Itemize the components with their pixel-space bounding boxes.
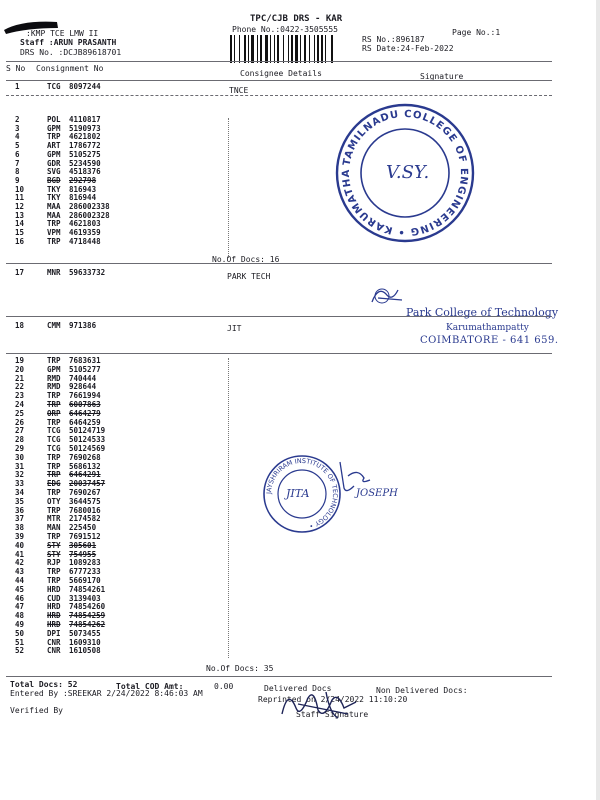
row-serial: 30	[15, 452, 25, 462]
entered-by: Entered By :SREEKAR 2/24/2022 8:46:03 AM	[10, 689, 203, 698]
barcode-bar	[274, 35, 275, 63]
row-serial: 20	[15, 364, 25, 374]
row-branch-code: ORP	[47, 408, 61, 418]
row-branch-code: TRP	[47, 236, 61, 246]
row-serial: 2	[15, 115, 20, 124]
table-row	[15, 558, 215, 567]
row-branch-code: GPM	[47, 149, 61, 159]
row-branch-code: GPM	[47, 123, 61, 133]
park-stamp-place: Karumathampatty	[446, 323, 529, 333]
row-serial: 52	[15, 646, 25, 656]
row-consignment-number: 305601	[69, 540, 97, 550]
row-branch-code: MAA	[47, 210, 61, 220]
table-row	[15, 470, 215, 479]
row-consignment-number: 5105275	[69, 149, 101, 159]
total-cod-label: Total COD Amt:	[116, 682, 184, 691]
staff-signature-label: Staff Signature	[296, 710, 369, 719]
table-row	[15, 219, 215, 228]
table-row	[15, 321, 215, 330]
row-serial: 37	[15, 514, 25, 524]
row-branch-code: TRP	[47, 417, 61, 427]
row-consignment-number: 816943	[69, 184, 97, 194]
row-branch-code: TRP	[47, 219, 61, 229]
row-consignment-number: 50124569	[69, 444, 106, 453]
row-serial: 38	[15, 523, 25, 533]
barcode-bar	[248, 35, 249, 63]
table-row	[15, 150, 215, 159]
row-branch-code: RMD	[47, 373, 61, 383]
table-row	[15, 202, 215, 211]
row-consignment-number: 4621803	[69, 219, 101, 229]
row-consignment-number: 740444	[69, 373, 97, 383]
barcode-bar	[304, 35, 306, 63]
row-consignment-number: 754955	[69, 549, 97, 559]
row-serial: 13	[15, 210, 25, 220]
barcode-bar	[309, 35, 310, 63]
barcode-bar	[288, 35, 289, 63]
reprinted-on: Reprinted on 2/24/2022 11:10:20	[258, 695, 408, 704]
row-serial: 44	[15, 576, 25, 585]
row-branch-code: ART	[47, 141, 61, 151]
table-row	[15, 193, 215, 202]
row-branch-code: GDR	[47, 158, 61, 168]
row-branch-code: CNR	[47, 646, 61, 656]
delivered-docs: Delivered Docs	[264, 684, 332, 693]
dotted-divider	[228, 358, 229, 658]
barcode-bar	[277, 35, 279, 63]
row-branch-code: TCG	[47, 435, 61, 445]
row-consignment-number: 74854261	[69, 584, 106, 594]
table-row	[15, 497, 215, 506]
row-consignment-number: 8097244	[69, 82, 101, 91]
row-consignment-number: 74854262	[69, 620, 106, 629]
row-serial: 8	[15, 167, 20, 177]
barcode-bar	[251, 35, 254, 63]
row-branch-code: GPM	[47, 364, 61, 374]
row-consignment-number: 7661994	[69, 391, 101, 401]
row-branch-code: TRP	[47, 505, 61, 515]
row-consignment-number: 7680016	[69, 505, 101, 515]
svg-text:TAMILNADU COLLEGE OF ENGINEERI: TAMILNADU COLLEGE OF ENGINEERING • KARUMATHAMPATTI •	[328, 94, 470, 238]
row-consignment-number: 50124719	[69, 426, 106, 436]
phone-number: Phone No.:0422-3505555	[232, 25, 338, 34]
row-serial: 4	[15, 132, 20, 142]
row-consignment-number: 5073455	[69, 628, 101, 638]
row-branch-code: CMM	[47, 321, 61, 330]
table-row	[15, 594, 215, 603]
row-serial: 45	[15, 584, 25, 594]
table-row	[15, 159, 215, 168]
row-serial: 48	[15, 611, 25, 621]
row-branch-code: TRP	[47, 391, 61, 401]
table-row	[15, 374, 215, 383]
total-docs: Total Docs: 52	[10, 680, 78, 689]
table-row	[15, 124, 215, 133]
row-consignment-number: 59633732	[69, 268, 106, 277]
row-consignment-number: 5686132	[69, 461, 101, 471]
row-branch-code: HRD	[47, 602, 61, 612]
row-consignment-number: 6464279	[69, 408, 101, 418]
dotted-divider	[228, 118, 229, 258]
row-branch-code: SVG	[47, 167, 61, 177]
barcode-bar	[270, 35, 271, 63]
destination: :KMP TCE LMW II	[26, 29, 99, 38]
row-serial: 10	[15, 184, 25, 194]
row-branch-code: TRP	[47, 400, 61, 409]
row-serial: 14	[15, 219, 25, 229]
row-serial: 7	[15, 158, 20, 168]
row-branch-code: RMD	[47, 382, 61, 392]
staff-signature-icon	[278, 684, 378, 724]
row-serial: 6	[15, 149, 20, 159]
row-consignment-number: 7690267	[69, 488, 101, 497]
barcode-bar	[295, 35, 298, 63]
row-serial: 3	[15, 123, 20, 133]
barcode-bar	[325, 35, 326, 63]
barcode-bar	[260, 35, 262, 63]
drs-number: DRS No. :DCJB89618701	[20, 48, 122, 57]
jit-stamp	[262, 454, 342, 534]
row-serial: 28	[15, 435, 25, 445]
table-row	[15, 602, 215, 611]
row-consignment-number: 5669170	[69, 576, 101, 585]
group-rule	[6, 95, 552, 96]
row-branch-code: TRP	[47, 461, 61, 471]
table-row	[15, 479, 215, 488]
row-serial: 32	[15, 470, 25, 480]
row-branch-code: TCG	[47, 426, 61, 436]
row-serial: 43	[15, 567, 25, 577]
group-label-tnce: TNCE	[229, 86, 249, 95]
row-serial: 33	[15, 479, 25, 489]
row-branch-code: MNR	[47, 268, 61, 277]
table-row	[15, 82, 215, 91]
table-row	[15, 211, 215, 220]
row-branch-code: TRP	[47, 532, 61, 541]
table-row	[15, 629, 215, 638]
page-number: Page No.:1	[452, 28, 501, 37]
barcode-bar	[265, 35, 268, 63]
row-serial: 39	[15, 532, 25, 541]
table-row	[15, 638, 215, 647]
table-row	[15, 365, 215, 374]
table-row	[15, 167, 215, 176]
table-row	[15, 382, 215, 391]
table-row	[15, 237, 215, 246]
table-row	[15, 462, 215, 471]
row-branch-code: MAA	[47, 202, 61, 211]
row-branch-code: BGD	[47, 175, 61, 185]
table-row	[15, 115, 215, 124]
row-serial: 49	[15, 620, 25, 629]
row-consignment-number: 2174582	[69, 514, 101, 524]
rs-date: RS Date:24-Feb-2022	[362, 44, 454, 53]
college-stamp-initials: V.SY.	[386, 162, 430, 183]
row-consignment-number: 4518376	[69, 167, 101, 177]
row-branch-code: HRD	[47, 584, 61, 594]
col-signature: Signature	[420, 72, 464, 81]
row-branch-code: TKY	[47, 193, 61, 203]
table-row	[15, 444, 215, 453]
row-serial: 31	[15, 461, 25, 471]
col-sno: S No	[6, 64, 26, 73]
park-stamp-city: COIMBATORE - 641 659.	[420, 335, 559, 346]
table-row	[15, 611, 215, 620]
row-consignment-number: 5190973	[69, 123, 101, 133]
barcode	[230, 35, 350, 63]
row-branch-code: EDG	[47, 479, 61, 489]
row-consignment-number: 4619359	[69, 228, 101, 238]
row-consignment-number: 7683631	[69, 356, 101, 365]
col-consignment: Consignment No	[36, 64, 104, 73]
row-branch-code: STY	[47, 540, 61, 550]
col-consignee: Consignee Details	[240, 69, 322, 78]
row-consignment-number: 74854260	[69, 602, 106, 612]
row-serial: 47	[15, 602, 25, 612]
table-row	[15, 453, 215, 462]
row-serial: 36	[15, 505, 25, 515]
barcode-bar	[300, 35, 301, 63]
table-row	[15, 400, 215, 409]
row-branch-code: DPI	[47, 628, 61, 638]
row-serial: 35	[15, 496, 25, 506]
group-rule	[6, 676, 552, 677]
row-consignment-number: 286002328	[69, 210, 110, 220]
table-row	[15, 532, 215, 541]
row-serial: 50	[15, 628, 25, 638]
row-consignment-number: 971386	[69, 321, 97, 330]
row-serial: 40	[15, 540, 25, 550]
barcode-bar	[257, 35, 258, 63]
row-branch-code: TRP	[47, 576, 61, 585]
table-row	[15, 435, 215, 444]
row-branch-code: VPM	[47, 228, 61, 238]
row-branch-code: TRP	[47, 132, 61, 142]
row-serial: 5	[15, 141, 20, 151]
non-delivered-docs: Non Delivered Docs:	[376, 686, 468, 695]
row-branch-code: TRP	[47, 567, 61, 577]
row-serial: 26	[15, 417, 25, 427]
report-title: TPC/CJB DRS - KAR	[250, 14, 343, 24]
park-stamp-name: Park College of Technology	[406, 306, 559, 319]
barcode-bar	[291, 35, 293, 63]
row-consignment-number: 6464259	[69, 417, 101, 427]
rs-number: RS No.:896187	[362, 35, 425, 44]
table-row	[15, 426, 215, 435]
group-label-park-tech: PARK TECH	[227, 272, 271, 281]
row-serial: 12	[15, 202, 25, 211]
row-branch-code: STY	[47, 549, 61, 559]
barcode-bar	[234, 35, 235, 63]
row-consignment-number: 5234590	[69, 158, 101, 168]
table-row	[15, 391, 215, 400]
table-row	[15, 523, 215, 532]
row-consignment-number: 4621802	[69, 132, 101, 142]
table-row	[15, 514, 215, 523]
row-consignment-number: 74854259	[69, 611, 106, 621]
row-serial: 24	[15, 400, 25, 409]
row-consignment-number: 5105277	[69, 364, 101, 374]
group-rule	[6, 353, 552, 354]
barcode-bar	[239, 35, 240, 63]
row-consignment-number: 1786772	[69, 141, 101, 151]
table-row	[15, 576, 215, 585]
row-branch-code: HRD	[47, 611, 61, 621]
group-label-jit: JIT	[227, 324, 242, 333]
row-consignment-number: 1609310	[69, 637, 101, 647]
barcode-bar	[283, 35, 284, 63]
row-serial: 9	[15, 175, 20, 185]
row-branch-code: MAN	[47, 523, 61, 533]
barcode-bar	[321, 35, 323, 63]
row-branch-code: TCG	[47, 444, 61, 453]
svg-text:JAYSHRIRAM INSTITUTE OF TECHNO: JAYSHRIRAM INSTITUTE OF TECHNOLOGY •	[264, 456, 340, 531]
row-consignment-number: 3644575	[69, 496, 101, 506]
table-row	[15, 185, 215, 194]
table-row	[15, 141, 215, 150]
table-row	[15, 567, 215, 576]
row-consignment-number: 50124533	[69, 435, 106, 445]
row-branch-code: POL	[47, 115, 61, 124]
row-serial: 23	[15, 391, 25, 401]
row-serial: 1	[15, 82, 20, 91]
staff-name: Staff :ARUN PRASANTH	[20, 38, 117, 47]
row-branch-code: TRP	[47, 356, 61, 365]
total-cod-value: 0.00	[214, 682, 234, 691]
row-branch-code: TCG	[47, 82, 61, 91]
barcode-bar	[244, 35, 246, 63]
row-consignment-number: 286002338	[69, 202, 110, 211]
row-consignment-number: 6464291	[69, 470, 101, 480]
table-row	[15, 506, 215, 515]
row-serial: 51	[15, 637, 25, 647]
row-serial: 42	[15, 558, 25, 568]
row-branch-code: CUD	[47, 593, 61, 603]
row-branch-code: MTR	[47, 514, 61, 524]
table-row	[15, 132, 215, 141]
row-serial: 15	[15, 228, 25, 238]
row-branch-code: RJP	[47, 558, 61, 568]
row-serial: 46	[15, 593, 25, 603]
row-consignment-number: 1089283	[69, 558, 101, 568]
row-serial: 25	[15, 408, 25, 418]
park-signature-icon	[368, 284, 408, 308]
row-consignment-number: 7691512	[69, 532, 101, 541]
jit-receiver-name: JOSEPH	[356, 488, 398, 499]
row-branch-code: TRP	[47, 488, 61, 497]
row-serial: 16	[15, 236, 25, 246]
row-consignment-number: 225450	[69, 523, 97, 533]
table-row	[15, 268, 215, 277]
row-serial: 18	[15, 321, 25, 330]
table-row	[15, 488, 215, 497]
row-serial: 41	[15, 549, 25, 559]
row-serial: 27	[15, 426, 25, 436]
row-branch-code: HRD	[47, 620, 61, 629]
docs-count-group-1: No.Of Docs: 16	[212, 255, 280, 264]
row-serial: 19	[15, 356, 25, 365]
row-consignment-number: 928644	[69, 382, 97, 392]
row-consignment-number: 816944	[69, 193, 97, 203]
barcode-bar	[331, 35, 333, 63]
row-serial: 22	[15, 382, 25, 392]
row-branch-code: CNR	[47, 637, 61, 647]
row-branch-code: TRP	[47, 470, 61, 480]
table-row	[15, 409, 215, 418]
table-row	[15, 418, 215, 427]
barcode-bar	[230, 35, 232, 63]
table-row	[15, 356, 215, 365]
jit-stamp-center: JITA	[286, 487, 310, 500]
row-serial: 21	[15, 373, 25, 383]
row-consignment-number: 4110817	[69, 115, 101, 124]
table-row	[15, 585, 215, 594]
row-consignment-number: 20037457	[69, 479, 106, 489]
row-serial: 17	[15, 268, 25, 277]
row-branch-code: TKY	[47, 184, 61, 194]
row-consignment-number: 1610508	[69, 646, 101, 656]
row-consignment-number: 3139403	[69, 593, 101, 603]
table-row	[15, 550, 215, 559]
row-consignment-number: 4718448	[69, 236, 101, 246]
row-consignment-number: 7690268	[69, 452, 101, 462]
row-serial: 29	[15, 444, 25, 453]
barcode-bar	[314, 35, 315, 63]
table-row	[15, 228, 215, 237]
row-serial: 11	[15, 193, 25, 203]
table-row	[15, 541, 215, 550]
page-edge	[596, 0, 600, 800]
verified-by: Verified By	[10, 706, 63, 715]
college-stamp	[328, 94, 476, 244]
table-row	[15, 646, 215, 655]
row-branch-code: OTY	[47, 496, 61, 506]
table-row	[15, 176, 215, 185]
row-consignment-number: 6007863	[69, 400, 101, 409]
row-branch-code: TRP	[47, 452, 61, 462]
table-row	[15, 620, 215, 629]
barcode-bar	[317, 35, 319, 63]
row-consignment-number: 6777233	[69, 567, 101, 577]
row-serial: 34	[15, 488, 25, 497]
row-consignment-number: 292798	[69, 175, 97, 185]
docs-count-group-2: No.Of Docs: 35	[206, 664, 274, 673]
